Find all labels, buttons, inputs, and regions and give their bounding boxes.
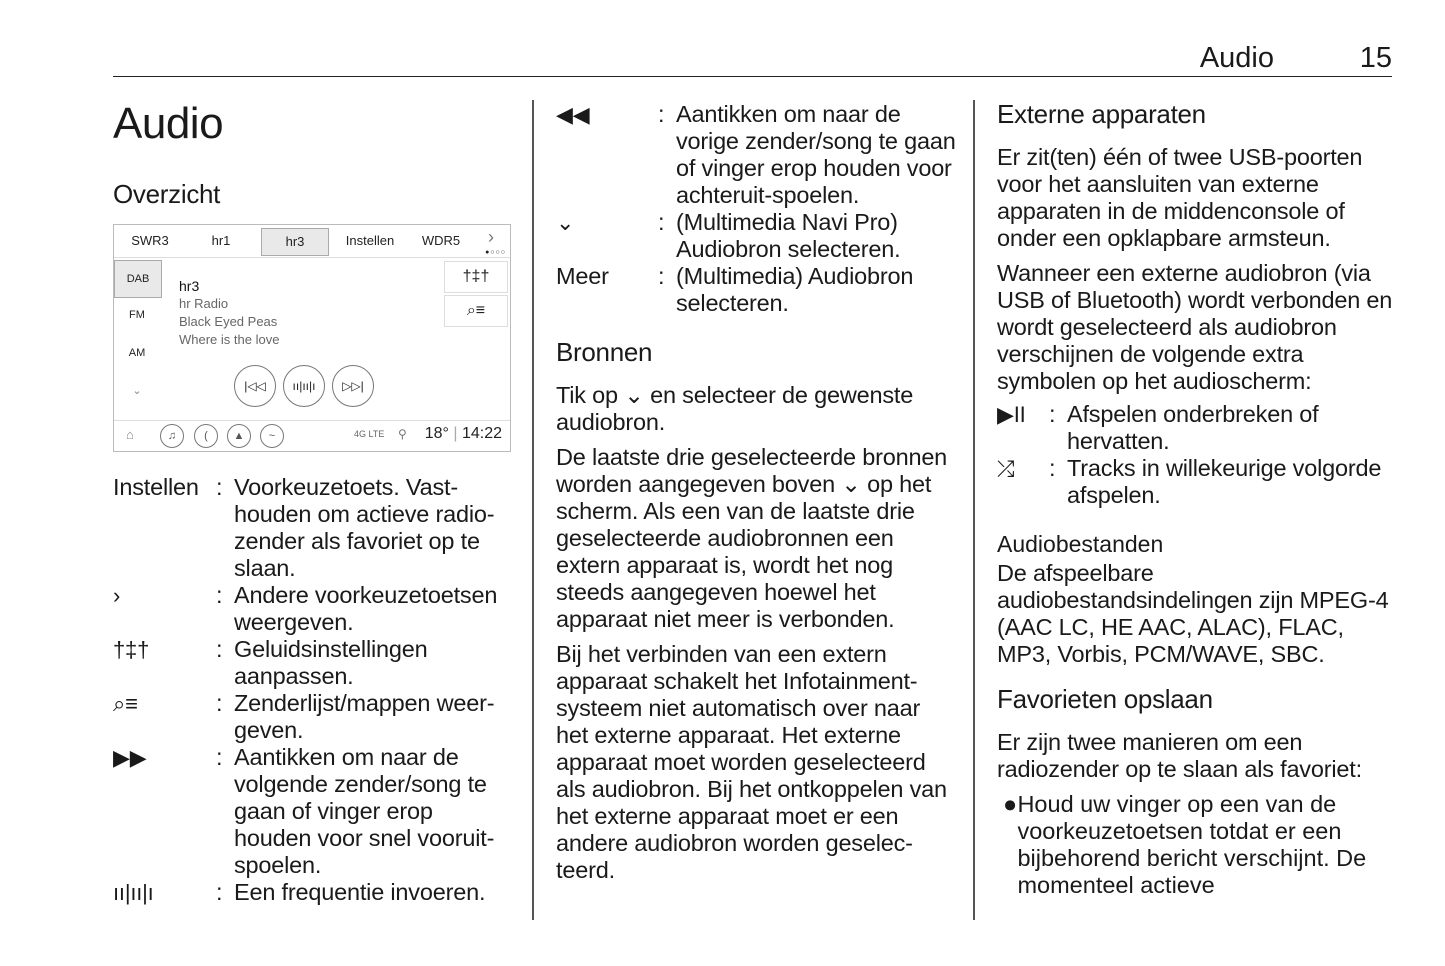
rewind-icon: ◀◀ [556, 102, 590, 127]
fast-forward-icon: ▷▷| [342, 379, 364, 393]
paragraph: Tik op ⌄ en selecteer de gewenste audiobron. [556, 382, 914, 435]
page-dots: ●○○○ [485, 249, 506, 256]
rewind-button[interactable] [234, 365, 276, 407]
def-desc: Een frequentie invoeren. [234, 879, 486, 905]
band-fm[interactable]: FM [129, 309, 145, 321]
section-title: Audio [1199, 42, 1274, 74]
band-am[interactable]: AM [128, 347, 146, 359]
clock: 14:22 [461, 425, 502, 442]
subsection-heading-audiobestanden: Audiobestanden [997, 531, 1164, 557]
preset-bar [114, 225, 510, 258]
station-list-button[interactable] [444, 295, 508, 327]
temperature: 18° [424, 425, 449, 442]
navigation-icon[interactable]: ▲ [227, 424, 251, 448]
rewind-icon: |◁◁ [244, 379, 266, 393]
connection-icon[interactable]: ~ [260, 424, 284, 448]
shuffle-icon: ⤮ [997, 456, 1015, 481]
def-desc: Tracks in willekeurige volgorde afspelen. [1067, 455, 1382, 508]
def-row: Instellen : Voorkeuzetoets. Vast-houden om actieve radio-zender als favoriet op te slaan. [113, 474, 513, 582]
def-row: ıı|ıı|ı : Een frequentie invoeren. [113, 879, 513, 906]
paragraph: Bij het verbinden van een extern apparaat schakelt het Infotainment-systeem niet automatisch over naar het externe apparaat. Het externe apparaat moet worden geselecteerd als audiobron. Bij het ontkoppelen van het externe apparaat moet er een andere audiobron worden geselec-teerd. [556, 641, 947, 883]
chevron-down-icon: ⌄ [556, 210, 575, 235]
frequency-button[interactable] [283, 365, 325, 407]
signal-icon: 4G LTE [354, 429, 385, 439]
temp-time: 18° | 14:22 [424, 425, 502, 442]
preset-button[interactable]: hr1 [211, 233, 231, 248]
equalizer-button[interactable] [444, 261, 508, 293]
paragraph: Er zit(ten) één of twee USB-poorten voor het aansluiten van externe apparaten in de middenconsole of onder een opklapbare armsteun. [997, 144, 1363, 251]
definition-list [556, 101, 956, 317]
paragraph: Wanneer een externe audiobron (via USB of Bluetooth) wordt verbonden en wordt geselecteerd als audiobron verschijnen de volgende extra symbolen op het audioscherm: [997, 260, 1393, 394]
home-icon[interactable]: ⌂ [126, 427, 134, 442]
equalizer-icon: †‡† [113, 637, 150, 662]
def-desc: Aantikken om naar de vorige zender/song te gaan of vinger erop houden voor achteruit-spoelen. [676, 101, 956, 208]
bullet-text: Houd uw vinger op een van de voorkeuzetoetsen totdat er een bijbehorend bericht verschijnt. De momenteel actieve [1017, 791, 1367, 898]
def-desc: Andere voorkeuzetoetsen weergeven. [234, 582, 498, 635]
def-term: Instellen [113, 474, 199, 500]
def-desc: Afspelen onderbreken of hervatten. [1067, 401, 1319, 454]
column-2 [556, 95, 956, 884]
def-row: ▶II : Afspelen onderbreken of hervatten. [997, 401, 1397, 455]
section-heading-externe-apparaten: Externe apparaten [997, 99, 1206, 129]
section-heading-bronnen: Bronnen [556, 337, 653, 367]
paragraph: De afspeelbare audiobestandsindelingen zijn MPEG-4 (AAC LC, HE AAC, ALAC), FLAC, MP3, Vorbis, PCM/WAVE, SBC. [997, 560, 1389, 667]
preset-button[interactable]: Instellen [345, 233, 395, 248]
def-desc: (Multimedia) Audiobron selecteren. [676, 263, 914, 316]
def-desc: Voorkeuzetoets. Vast-houden om actieve radio-zender als favoriet op te slaan. [234, 474, 495, 581]
chapter-title: Audio [113, 99, 224, 148]
def-desc: Zenderlijst/mappen weer-geven. [234, 690, 495, 743]
page-number: 15 [1359, 42, 1392, 74]
song-title: Where is the love [179, 332, 280, 347]
def-row: ⌕≡ : Zenderlijst/mappen weer-geven. [113, 690, 513, 744]
forward-button[interactable] [332, 365, 374, 407]
location-icon: ⚲ [398, 427, 407, 441]
def-row: †‡† : Geluidsinstellingen aanpassen. [113, 636, 513, 690]
artist: Black Eyed Peas [179, 314, 278, 329]
paragraph: Er zijn twee manieren om een radiozender op te slaan als favoriet: [997, 729, 1362, 782]
play-pause-icon: ▶II [997, 402, 1026, 427]
def-row: ⌄ : (Multimedia Navi Pro) Audiobron selecteren. [556, 209, 956, 263]
bullet-item [997, 791, 1397, 899]
preset-button[interactable]: SWR3 [131, 233, 169, 248]
def-term: Meer [556, 263, 609, 289]
phone-icon[interactable]: ( [194, 424, 218, 448]
frequency-icon: ıı|ıı|ı [113, 880, 154, 905]
definition-list [997, 401, 1397, 509]
chevron-right-icon[interactable]: › [488, 227, 494, 247]
station-label: hr3 [179, 278, 200, 294]
def-desc: (Multimedia Navi Pro) Audiobron selecteren. [676, 209, 901, 262]
preset-button[interactable]: WDR5 [421, 233, 461, 248]
status-bar [114, 420, 510, 451]
infotainment-screen [113, 224, 511, 452]
section-heading-overzicht: Overzicht [113, 179, 221, 209]
music-icon[interactable]: ♫ [160, 424, 184, 448]
preset-button-active[interactable]: hr3 [261, 228, 329, 256]
bullet-icon: ● [1003, 791, 1018, 817]
chevron-right-icon: › [113, 583, 121, 608]
def-row: Meer : (Multimedia) Audiobron selecteren. [556, 263, 956, 317]
def-row: ◀◀ : Aantikken om naar de vorige zender/song te gaan of vinger erop houden voor achteruit-spoelen. [556, 101, 956, 208]
paragraph: De laatste drie geselecteerde bronnen worden aangegeven boven ⌄ op het scherm. Als een van de laatste drie geselecteerde audiobronnen een extern apparaat is, wordt het nog steeds aangegeven hoewel het apparaat niet meer is verbonden. [556, 444, 948, 632]
def-desc: Aantikken om naar de volgende zender/song te gaan of vinger erop houden voor snel vooruit-spoelen. [234, 744, 495, 878]
band-dab[interactable]: DAB [114, 260, 162, 298]
def-row: ⤮ : Tracks in willekeurige volgorde afspelen. [997, 455, 1397, 509]
station-name: hr Radio [179, 296, 229, 311]
def-row: ▶▶ : Aantikken om naar de volgende zender/song te gaan of vinger erop houden voor snel vooruit-spoelen. [113, 744, 513, 879]
equalizer-icon: †‡† [462, 268, 490, 285]
station-list-icon: ⌕≡ [113, 691, 138, 716]
frequency-icon: ıı|ıı|ı [292, 379, 316, 393]
def-row: › : Andere voorkeuzetoetsen weergeven. [113, 582, 513, 636]
running-head [113, 40, 1392, 77]
section-heading-favorieten: Favorieten opslaan [997, 684, 1213, 714]
now-playing [179, 277, 279, 349]
def-desc: Geluidsinstellingen aanpassen. [234, 636, 428, 689]
station-list-icon: ⌕≡ [466, 302, 486, 319]
fast-forward-icon: ▶▶ [113, 745, 147, 770]
definition-list [113, 474, 513, 906]
column-divider [532, 100, 534, 920]
column-3 [997, 95, 1397, 899]
column-1 [113, 95, 513, 906]
column-divider [973, 100, 975, 920]
chevron-down-icon[interactable]: ⌄ [132, 385, 142, 397]
